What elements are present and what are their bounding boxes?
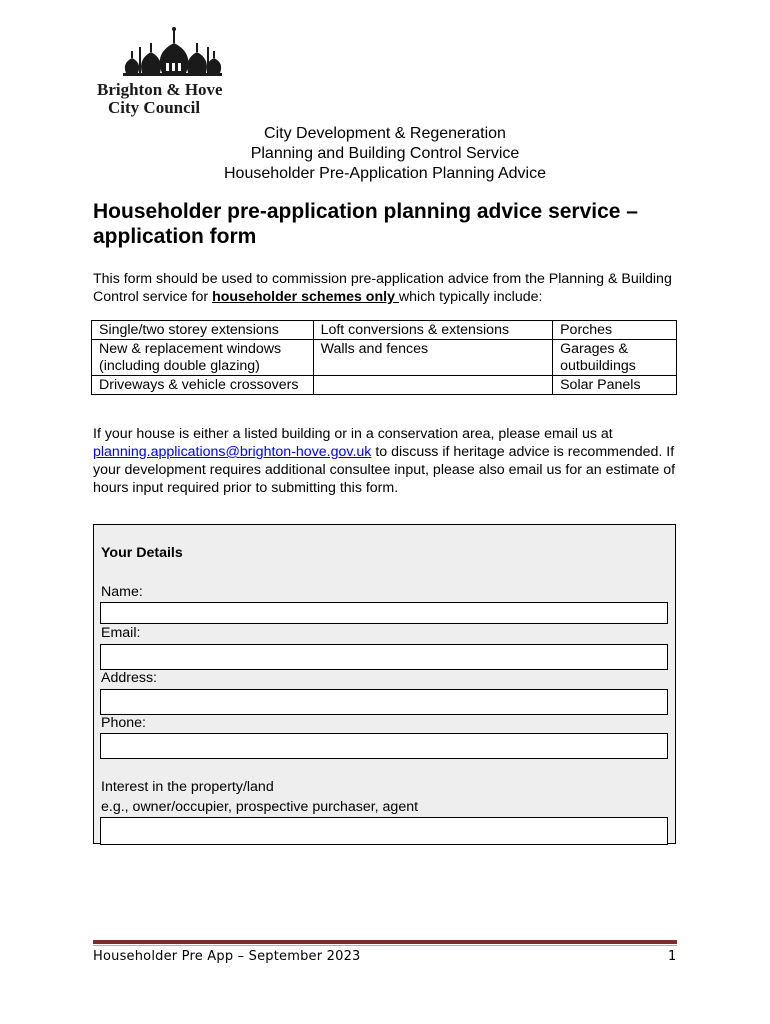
council-name — [97, 81, 223, 117]
page-title: Householder pre-application planning advice service – application form — [93, 200, 638, 248]
table-row — [92, 321, 677, 340]
interest-hint: e.g., owner/occupier, prospective purchaser, agent — [101, 799, 419, 815]
interest-label: Interest in the property/land — [101, 779, 274, 795]
intro-paragraph — [93, 270, 683, 306]
council-name-line1: Brighton & Hove — [97, 80, 223, 99]
intro-emphasis: householder schemes only — [212, 289, 399, 305]
table-cell: Single/two storey extensions — [92, 321, 314, 340]
heritage-paragraph — [93, 425, 683, 497]
table-cell: Loft conversions & extensions — [313, 321, 553, 340]
council-name-line2: City Council — [108, 98, 201, 117]
address-label: Address: — [101, 670, 157, 686]
department-line: City Development & Regeneration — [264, 125, 506, 142]
table-cell: Porches — [553, 321, 677, 340]
phone-field[interactable] — [100, 733, 668, 759]
footer-document-title: Householder Pre App – September 2023 — [93, 949, 361, 964]
table-cell: New & replacement windows (including double glazing) — [92, 340, 314, 376]
table-cell — [313, 376, 553, 395]
table-cell: Driveways & vehicle crossovers — [92, 376, 314, 395]
interest-field[interactable] — [100, 817, 668, 845]
name-field[interactable] — [100, 602, 668, 624]
table-row — [92, 340, 677, 376]
table-cell: Garages & outbuildings — [553, 340, 677, 376]
phone-label: Phone: — [101, 715, 146, 731]
intro-text-end: which typically include: — [398, 289, 543, 305]
table-cell: Solar Panels — [553, 376, 677, 395]
table-row — [92, 376, 677, 395]
intro-text: This form should be used to commission pre-application advice from the Planning & Building Control service for — [93, 271, 672, 305]
page-number: 1 — [668, 949, 677, 964]
details-heading: Your Details — [101, 545, 183, 561]
advice-line: Householder Pre-Application Planning Advice — [224, 165, 546, 182]
department-header — [0, 124, 770, 184]
footer-divider — [93, 940, 677, 944]
council-logo — [95, 25, 255, 120]
address-field[interactable] — [100, 689, 668, 715]
heritage-email-link[interactable]: planning.applications@brighton-hove.gov.uk — [93, 444, 372, 460]
email-label: Email: — [101, 625, 141, 641]
heritage-text-end: to discuss if heritage advice is recommended. If your development requires additional consultee input, please also email us for an estimate of hours input required prior to submitting this form. — [93, 444, 676, 496]
heritage-text: If your house is either a listed building or in a conservation area, please email us at — [93, 426, 613, 442]
service-line: Planning and Building Control Service — [250, 145, 520, 162]
pavilion-domes-icon — [120, 25, 225, 80]
your-details-panel — [93, 524, 676, 844]
footer-divider-thin — [93, 945, 677, 946]
table-cell: Walls and fences — [313, 340, 553, 376]
name-label: Name: — [101, 584, 143, 600]
email-field[interactable] — [100, 644, 668, 670]
schemes-table — [91, 320, 677, 395]
